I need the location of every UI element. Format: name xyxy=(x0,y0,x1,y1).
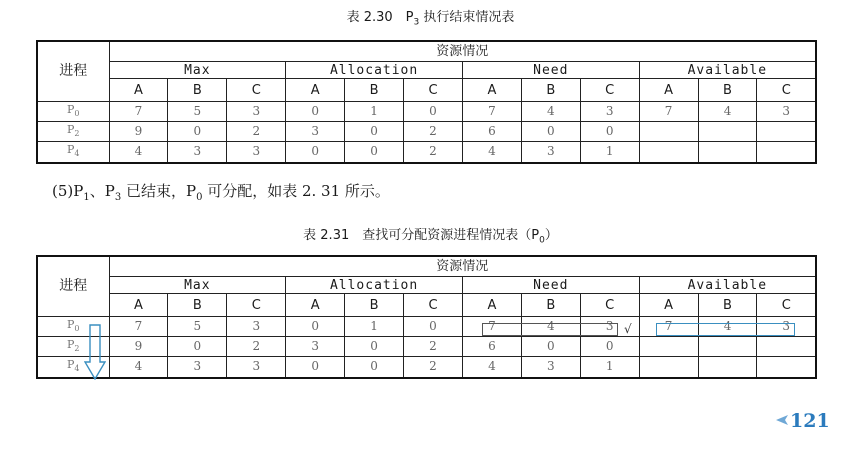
table-cell: 6 xyxy=(462,122,521,142)
table2-caption: 表 2.31 查找可分配资源进程情况表$(P_0)$ xyxy=(303,228,558,246)
table-cell xyxy=(639,122,698,142)
table-cell: 3 xyxy=(168,357,227,378)
table-cell: 1 xyxy=(580,357,639,378)
table-cell: 3 xyxy=(580,102,639,122)
process-name: $P_0$ xyxy=(37,102,109,122)
available-highlight-box xyxy=(656,323,795,336)
column-header: B xyxy=(698,294,757,317)
table-cell: 7 xyxy=(462,102,521,122)
process-name: $P_4$ xyxy=(37,142,109,163)
table-row xyxy=(37,102,816,122)
table-cell xyxy=(639,337,698,357)
table-cell: 9 xyxy=(109,122,168,142)
table-cell xyxy=(757,142,816,163)
header-resource: 资源情况 xyxy=(109,41,816,62)
header-max: Max xyxy=(109,277,286,294)
table-cell: 7 xyxy=(462,317,521,337)
table-cell: 0 xyxy=(168,337,227,357)
table-cell: 0 xyxy=(521,337,580,357)
table-cell xyxy=(698,357,757,378)
table-cell: 3 xyxy=(227,317,286,337)
table-cell: 3 xyxy=(580,317,639,337)
need-highlight-box xyxy=(482,323,618,336)
table-cell xyxy=(639,357,698,378)
table-cell: 4 xyxy=(521,317,580,337)
header-allocation: Allocation xyxy=(286,277,463,294)
table-cell: 3 xyxy=(227,142,286,163)
column-header: B xyxy=(345,79,404,102)
table-cell: 4 xyxy=(109,357,168,378)
check-mark: √ xyxy=(624,322,632,336)
header-available: Available xyxy=(639,62,816,79)
table-cell: 3 xyxy=(227,102,286,122)
column-header: C xyxy=(757,79,816,102)
process-name: $P_2$ xyxy=(37,122,109,142)
table-cell: 7 xyxy=(639,317,698,337)
column-header: B xyxy=(345,294,404,317)
table-cell: 0 xyxy=(404,102,463,122)
header-process: 进程 xyxy=(37,41,109,102)
column-header: C xyxy=(580,79,639,102)
table-cell: 0 xyxy=(404,317,463,337)
column-header-row xyxy=(37,294,816,317)
table-cell xyxy=(698,142,757,163)
table-cell: 0 xyxy=(345,357,404,378)
table-cell: 7 xyxy=(109,317,168,337)
table-row xyxy=(37,122,816,142)
column-header: B xyxy=(521,294,580,317)
table-cell: 4 xyxy=(698,317,757,337)
process-name: $P_0$ xyxy=(37,317,109,337)
table-row xyxy=(37,337,816,357)
table-cell: 3 xyxy=(521,357,580,378)
header-max: Max xyxy=(109,62,286,79)
table-cell xyxy=(639,142,698,163)
column-header-row xyxy=(37,79,816,102)
table-cell: 3 xyxy=(286,337,345,357)
column-header: A xyxy=(109,294,168,317)
table-cell: 3 xyxy=(286,122,345,142)
table-cell: 0 xyxy=(345,142,404,163)
table-cell: 0 xyxy=(286,317,345,337)
table1 xyxy=(36,40,817,164)
table-cell: 1 xyxy=(580,142,639,163)
column-header: A xyxy=(639,294,698,317)
table-cell: 0 xyxy=(580,122,639,142)
table-cell xyxy=(757,337,816,357)
page-number: 121 xyxy=(790,410,830,432)
table-row xyxy=(37,357,816,378)
table-cell: 4 xyxy=(109,142,168,163)
table-cell: 3 xyxy=(521,142,580,163)
header-process: 进程 xyxy=(37,256,109,317)
column-header: B xyxy=(521,79,580,102)
header-allocation: Allocation xyxy=(286,62,463,79)
table-cell: 2 xyxy=(404,122,463,142)
table-cell: 7 xyxy=(639,102,698,122)
table-cell: 0 xyxy=(345,337,404,357)
table-cell: 4 xyxy=(521,102,580,122)
table-cell xyxy=(757,122,816,142)
table-cell: 0 xyxy=(286,142,345,163)
table-cell xyxy=(757,357,816,378)
table-cell: 0 xyxy=(286,357,345,378)
table-cell: 2 xyxy=(404,357,463,378)
column-header: B xyxy=(168,79,227,102)
table-cell: 5 xyxy=(168,102,227,122)
table-cell: 2 xyxy=(404,337,463,357)
table-cell: 3 xyxy=(227,357,286,378)
column-header: C xyxy=(404,294,463,317)
table-cell: 2 xyxy=(404,142,463,163)
table-row xyxy=(37,142,816,163)
column-header: A xyxy=(462,294,521,317)
column-header: A xyxy=(639,79,698,102)
table-cell: 3 xyxy=(168,142,227,163)
column-header: C xyxy=(580,294,639,317)
table-cell: 9 xyxy=(109,337,168,357)
column-header: A xyxy=(109,79,168,102)
column-header: B xyxy=(168,294,227,317)
header-need: Need xyxy=(462,62,639,79)
table2 xyxy=(36,255,817,379)
process-name: $P_2$ xyxy=(37,337,109,357)
table-cell xyxy=(698,337,757,357)
table-cell: 1 xyxy=(345,102,404,122)
table-cell: 2 xyxy=(227,122,286,142)
down-arrow-icon xyxy=(84,324,106,380)
column-header: A xyxy=(286,79,345,102)
header-need: Need xyxy=(462,277,639,294)
process-name: $P_4$ xyxy=(37,357,109,378)
table-cell: 7 xyxy=(109,102,168,122)
table1-caption: 表 2.30 $P_3$ 执行结束情况表 xyxy=(346,10,515,28)
page-corner-icon xyxy=(775,414,789,426)
table-cell: 0 xyxy=(580,337,639,357)
table-cell: 2 xyxy=(227,337,286,357)
table-cell: 4 xyxy=(462,357,521,378)
table-cell: 4 xyxy=(462,142,521,163)
table-cell: 3 xyxy=(757,317,816,337)
column-header: B xyxy=(698,79,757,102)
header-resource: 资源情况 xyxy=(109,256,816,277)
table-cell xyxy=(698,122,757,142)
column-header: A xyxy=(286,294,345,317)
table-cell: 0 xyxy=(521,122,580,142)
column-header: C xyxy=(404,79,463,102)
table-cell: 0 xyxy=(168,122,227,142)
column-header: C xyxy=(227,294,286,317)
table-cell: 0 xyxy=(286,102,345,122)
table-cell: 0 xyxy=(345,122,404,142)
table-cell: 4 xyxy=(698,102,757,122)
column-header: C xyxy=(757,294,816,317)
table-cell: 3 xyxy=(757,102,816,122)
column-header: A xyxy=(462,79,521,102)
table-cell: 5 xyxy=(168,317,227,337)
table-cell: 6 xyxy=(462,337,521,357)
note-text: $(5)P_1$、$P_3$ 已结束，$P_0$ 可分配，如表 2. 31 所示。 xyxy=(52,182,390,203)
header-available: Available xyxy=(639,277,816,294)
column-header: C xyxy=(227,79,286,102)
table-cell: 1 xyxy=(345,317,404,337)
